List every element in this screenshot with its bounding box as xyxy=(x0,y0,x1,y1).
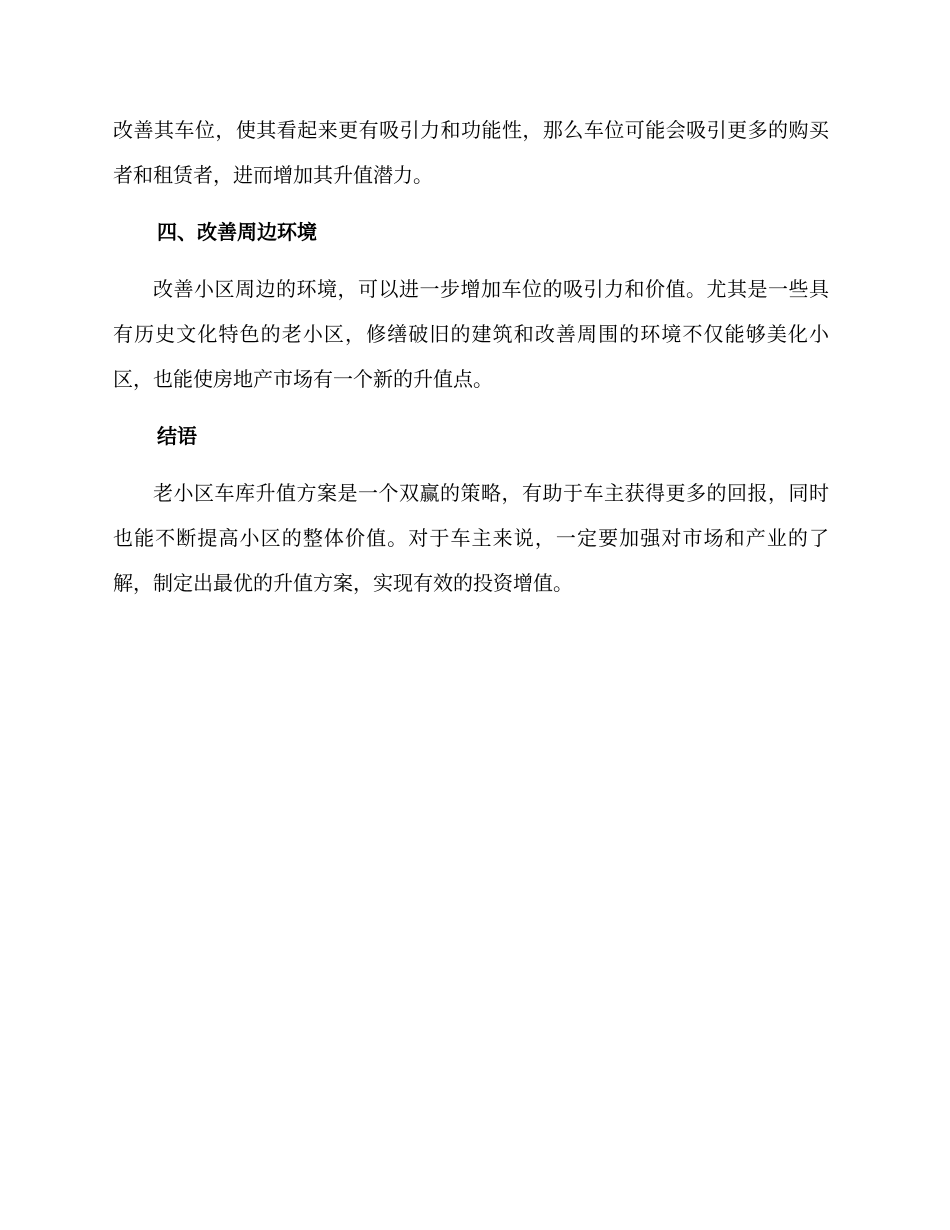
paragraph-conclusion: 老小区车库升值方案是一个双赢的策略，有助于车主获得更多的回报，同时也能不断提高小区的整体价值。对于车主来说，一定要加强对市场和产业的了解，制定出最优的升值方案，实现有效的投资增值。 xyxy=(113,481,829,595)
document-body xyxy=(113,108,829,606)
section-heading-improve-surroundings: 四、改善周边环境 xyxy=(157,220,317,244)
section-heading-conclusion: 结语 xyxy=(157,424,197,448)
paragraph-improve-surroundings: 改善小区周边的环境，可以进一步增加车位的吸引力和价值。尤其是一些具有历史文化特色的老小区，修缮破旧的建筑和改善周围的环境不仅能够美化小区，也能使房地产市场有一个新的升值点。 xyxy=(113,277,829,391)
paragraph-continuation: 改善其车位，使其看起来更有吸引力和功能性，那么车位可能会吸引更多的购买者和租赁者，进而增加其升值潜力。 xyxy=(113,118,829,187)
